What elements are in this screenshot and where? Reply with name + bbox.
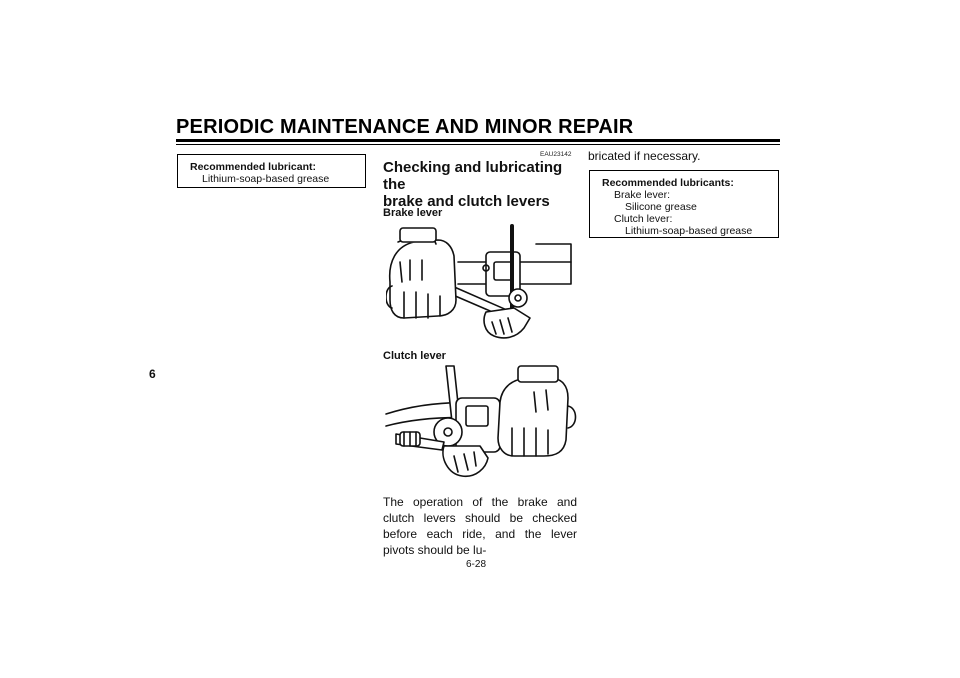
left-lubricant-box	[177, 154, 366, 188]
header-rule	[176, 139, 780, 142]
section-code: EAU23142	[540, 151, 572, 158]
section-heading-line2: brake and clutch levers	[383, 193, 550, 210]
left-box-title: Recommended lubricant:	[190, 161, 317, 173]
header-rule-thin	[176, 144, 780, 145]
right-box-brake-label: Brake lever:	[614, 189, 671, 201]
right-box-clutch-label: Clutch lever:	[614, 213, 673, 225]
brake-lever-caption: Brake lever	[383, 207, 443, 219]
right-lubricants-box	[589, 170, 779, 238]
page-title: PERIODIC MAINTENANCE AND MINOR REPAIR	[176, 116, 634, 138]
chapter-tab: 6	[149, 367, 156, 381]
right-box-title: Recommended lubricants:	[602, 177, 734, 189]
page-number: 6-28	[466, 559, 487, 570]
clutch-lever-illustration	[384, 362, 578, 486]
left-box-value: Lithium-soap-based grease	[202, 173, 330, 185]
section-heading-line1: Checking and lubricating the	[383, 159, 563, 193]
body-paragraph-continued: bricated if necessary.	[588, 149, 701, 163]
right-box-clutch-value: Lithium-soap-based grease	[625, 225, 753, 237]
section-heading	[383, 159, 583, 210]
right-box-brake-value: Silicone grease	[625, 201, 697, 213]
body-paragraph: The operation of the brake and clutch levers should be checked before each ride, and the lever pivots should be lu-	[383, 495, 577, 557]
brake-lever-illustration	[386, 222, 578, 350]
clutch-lever-caption: Clutch lever	[383, 350, 446, 362]
